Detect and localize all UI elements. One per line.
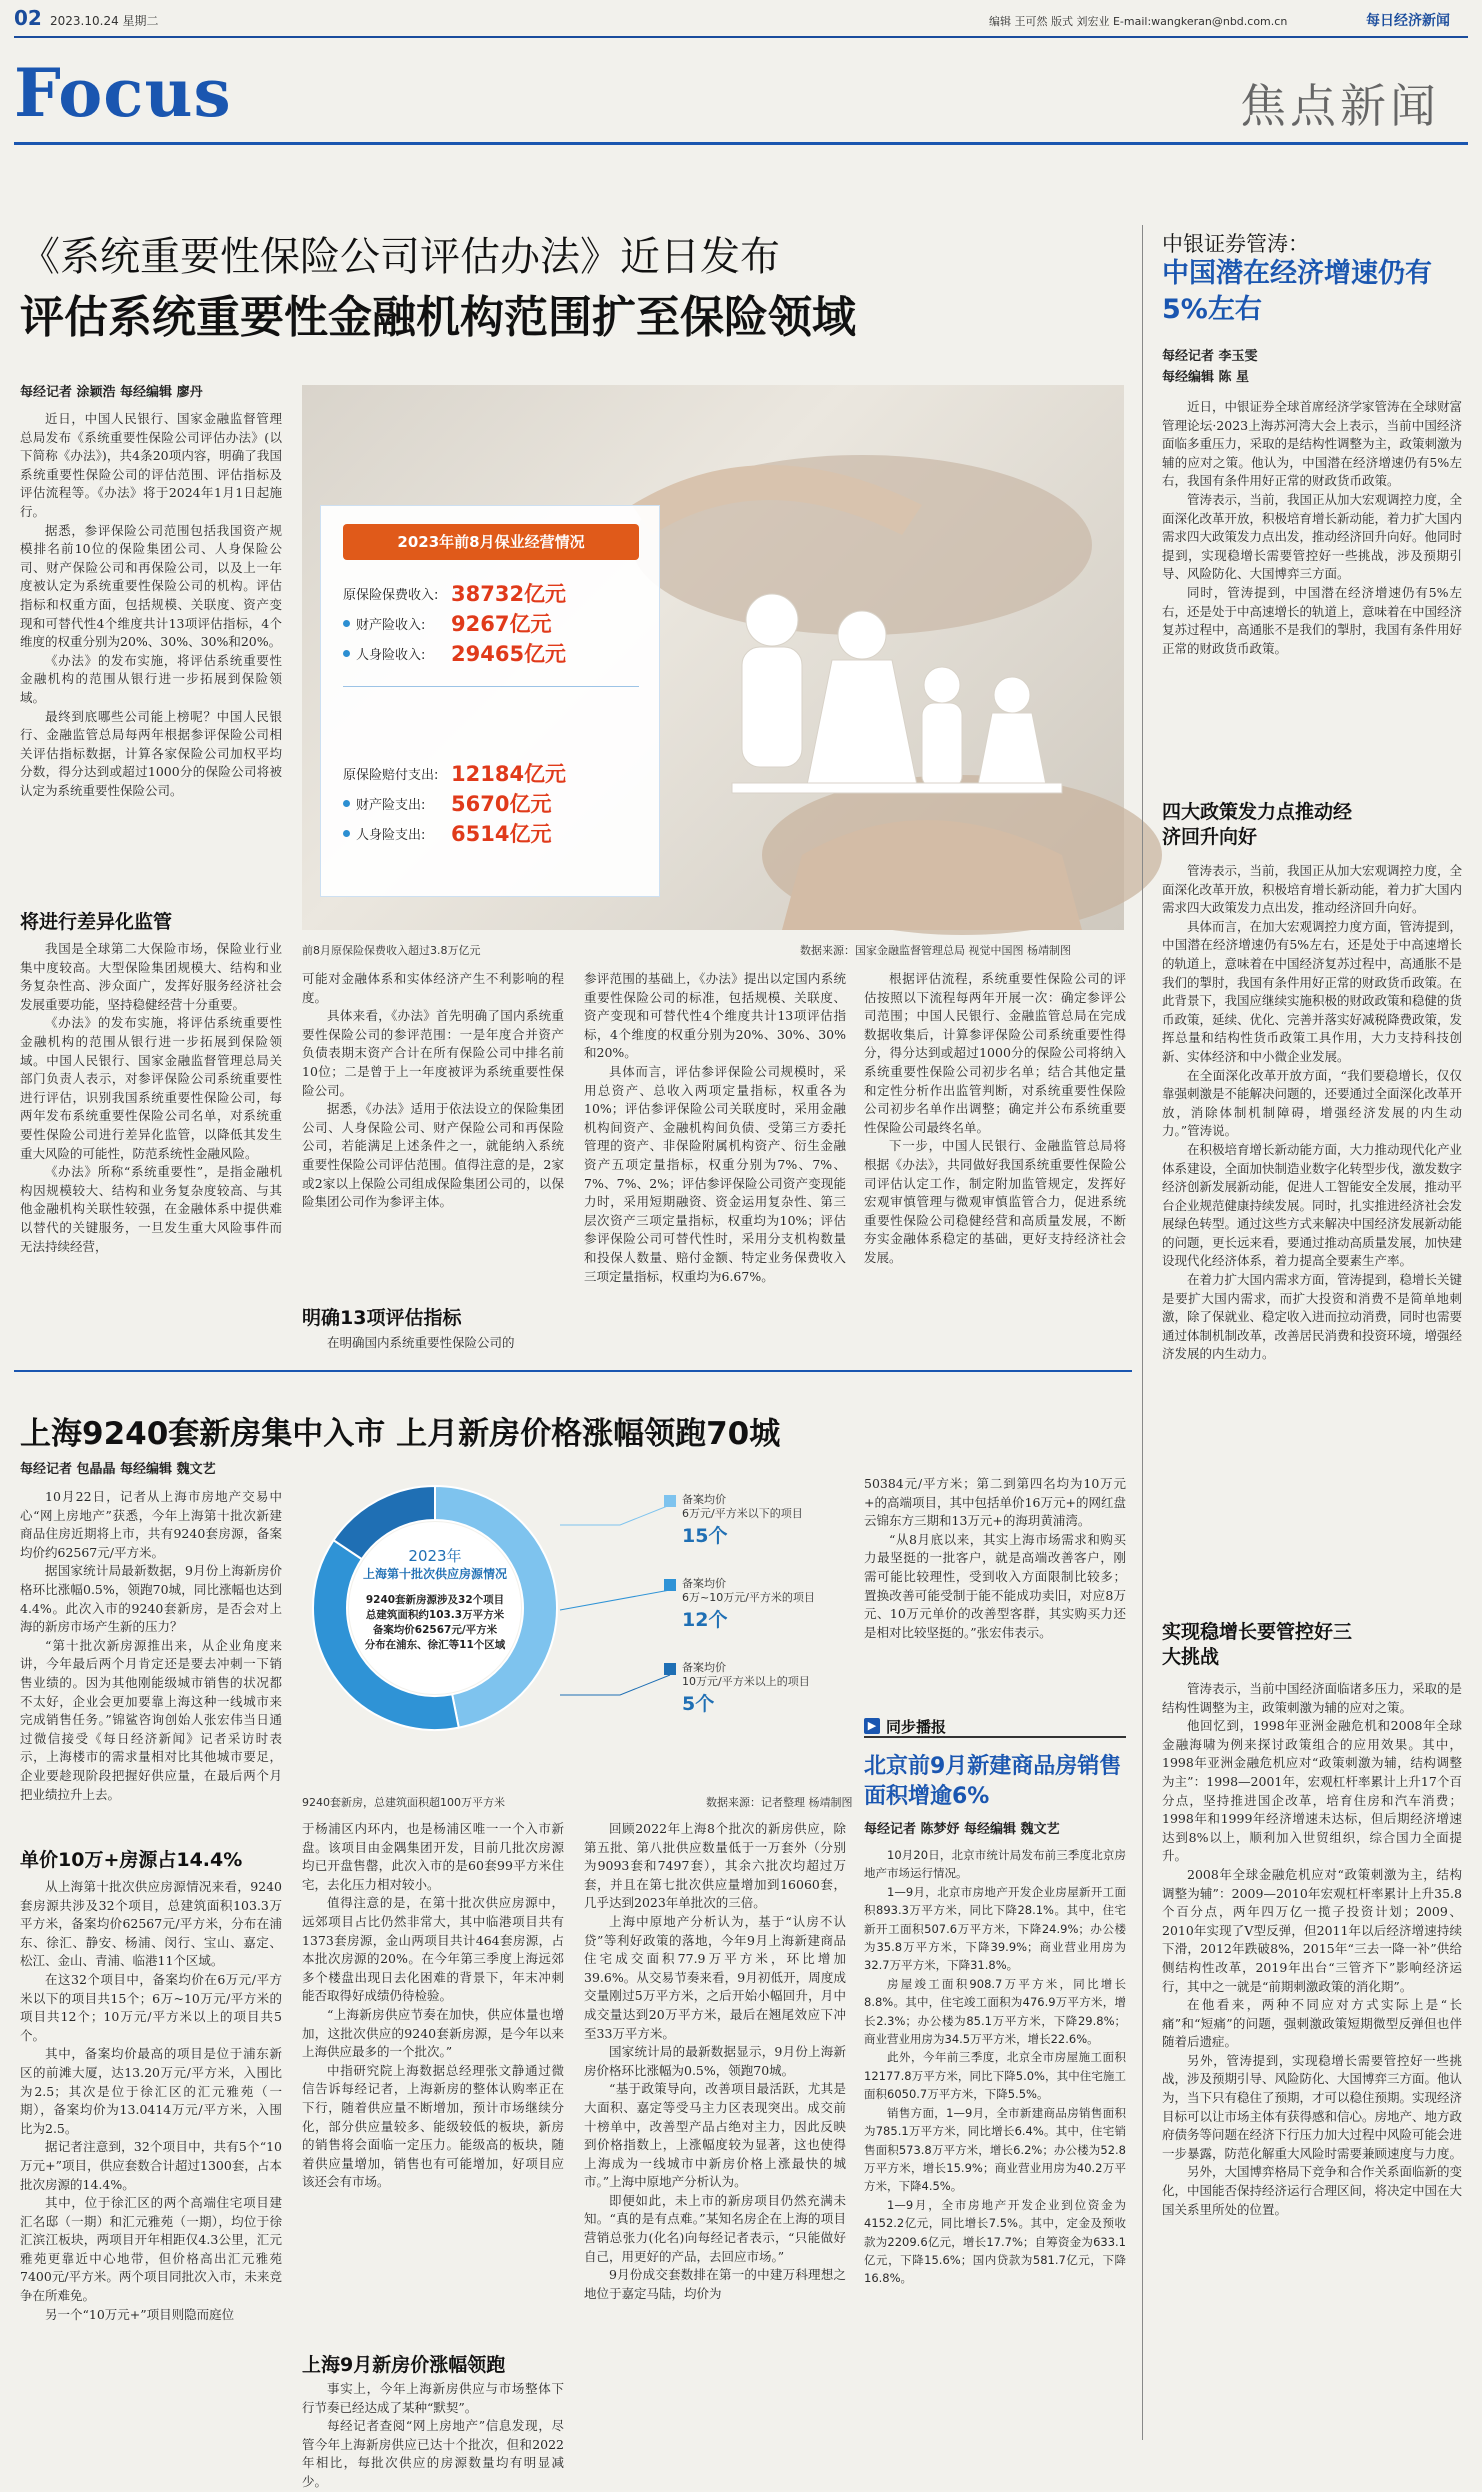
article1-col2-b: 在明确国内系统重要性保险公司的 xyxy=(327,1335,515,1350)
article4-subhead-1: 四大政策发力点推动经济回升向好 xyxy=(1162,801,1353,848)
article1-col3: 参评范围的基础上，《办法》提出以定国内系统重要性保险公司的标准，包括规模、关联度、资产变现和可替代性4个维度共计13项评估指标，4个维度的权重分别为20%、30%、30%和20%。 具体而言，评估参评保险公司规模时，采用总资产、总收入两项定量指标，权重各为10%；评估参评保险公司关联度时，采用金融机构间资产、金融机构间负债、受第三方委托管理的资产、非保险附属机构资产、衍生金融资产五项定量指标，权重分别为7%、7%、7%、7%、2%；评估参评保险公司资产变现能力时，采用短期融资、资金运用复杂性、第三层次资产三项定量指标，权重均为10%；评估参评保险公司可替代性时，采用分支机构数量和投保人数量、赔付金额、特定业务保费收入三项定量指标，权重均为6.67%。 xyxy=(584,971,846,1284)
article1-subhead-2: 明确13项评估指标 xyxy=(302,1307,462,1329)
article1-subhead-1: 将进行差异化监管 xyxy=(20,911,173,933)
donut-center-lines xyxy=(310,1593,560,1653)
article1-bottom-rule xyxy=(14,1370,1132,1372)
article4-byline-2: 每经编辑 陈 星 xyxy=(1162,370,1250,385)
header-rule xyxy=(14,36,1468,38)
article4-text-1: 近日，中银证券全球首席经济学家管涛在全球财富管理论坛·2023上海苏河湾大会上表示，当前中国经济面临多重压力，采取的是结构性调整为主，政策刺激为辅的应对之策。他认为，中国潜在经济增速仍有5%左右，我国有条件用好正常的财政货币政策。 管涛表示，当前，我国正从加大宏观调控力度，全面深化改革开放，积极培育增长新动能，着力扩大国内需求四大政策发力点出发，推动经济回升向好。他同时提到，实现稳增长需要管控好一些挑战，涉及预期引导、风险防化、大国博弈三方面。 同时，管涛提到，中国潜在经济增速仍有5%左右，还是处于中高速增长的轨道上，意味着在中国经济复苏过程中，高通胀不是我们的掣肘，我国有条件用好正常的财政货币政策。 xyxy=(1162,399,1463,656)
article2-col1-b: 从上海第十批次供应房源情况来看，9240套房源共涉及32个项目，总建筑面积103.3万平方米，备案均价62567元/平方米，分布在浦东、徐汇、静安、杨浦、闵行、宝山、嘉定、松江、金山、青浦、临港11个区域。 在这32个项目中，备案均价在6万元/平方米以下的项目共15个；6万~10万元/平方米的项目共12个；10万元/平方米以上的项目共5个。 其中，备案均价最高的项目是位于浦东新区的前滩大厦，达13.20万元/平方米，入围比为2.5；其次是位于徐汇区的汇元雅苑（一期），备案均价为13.0414万元/平方米，入围比为2.5。 据记者注意到，32个项目中，共有5个“10万元+”项目，供应套数合计超过1300套，占本批次房源的14.4%。 其中，位于徐汇区的两个高端住宅项目建汇名邸（一期）和汇元雅苑（一期），均位于徐汇滨江板块，两项目开年相距仅4.3公里，汇元雅苑更靠近中心地带，但价格高出汇元雅苑7400元/平方米。两个项目同批次入市，未来竞争在所难免。 另一个“10万元+”项目则隐而庭位 xyxy=(20,1879,282,2322)
bullet-icon xyxy=(343,650,350,657)
infobox-title: 2023年前8月保业经营情况 xyxy=(343,524,639,560)
bullet-icon xyxy=(343,620,350,627)
infobox-row: 财产险支出: 5670亿元 xyxy=(343,788,643,818)
section-title-en: Focus xyxy=(14,54,232,132)
donut-center-line: 总建筑面积约103.3万平方米 xyxy=(365,1609,505,1621)
infobox-divider xyxy=(343,686,639,687)
chart-leader-lines xyxy=(560,1485,690,1745)
infobox-row: 财产险收入: 9267亿元 xyxy=(343,608,643,638)
donut-center-line: 备案均价62567元/平方米 xyxy=(372,1624,498,1636)
sync-broadcast-tag xyxy=(864,1716,1126,1738)
article1-col4: 根据评估流程，系统重要性保险公司的评估按照以下流程每两年开展一次：确定参评公司范围；中国人民银行、金融监管总局在完成数据收集后，计算参评保险公司系统重要性得分，得分达到或超过1000分的保险公司将纳入系统重要性保险公司初步名单；结合其他定量和定性分析作出监管判断，对系统重要性保险公司初步名单作出调整；确定并公布系统重要性保险公司最终名单。 下一步，中国人民银行、金融监管总局将根据《办法》，共同做好我国系统重要性保险公司评估认定工作，制定附加监管规定，发挥好宏观审慎管理与微观审慎监管合力，促进系统重要性保险公司稳健经营和高质量发展，不断夯实金融体系稳定的基础，更好支持经济社会发展。 xyxy=(864,971,1126,1265)
article1-photo-caption: 前8月原保险保费收入超过3.8万亿元 xyxy=(302,944,481,957)
article2-col3: 回顾2022年上海8个批次的新房供应，除第五批、第八批供应数量低于一万套外（分别为9093套和7497套），其余六批次均超过万套，并且在第七批次供应量增加到16060套，几乎达到2023年单批次的三倍。 上海中原地产分析认为，基于“认房不认贷”等利好政策的落地，今年9月上海新建商品住宅成交面积77.9万平方米，环比增加39.6%。从交易节奏来看，9月初低开，周度成交量刚过5万平方米，之后开始小幅回升，月中成交量达到20万平方米，最后在翘尾效应下冲至33万平方米。 国家统计局的最新数据显示，9月份上海新房价格环比涨幅为0.5%，领跑70城。 “基于政策导向，改善项目最活跃，尤其是大面积、嘉定等受马主力区表现突出。成交前十榜单中，改善型产品占绝对主力，因此反映到价格指数上，上涨幅度较为显著，这也使得上海成为一线城市中新房价格上涨最快的城市。”上海中原地产分析认为。 即便如此，未上市的新房项目仍然充满未知。“真的是有点难。”某知名房企在上海的项目营销总张力(化名)向每经记者表示，“只能做好自己，用更好的产品，去回应市场。” 9月份成交套数排在第一的中建万科理想之地位于嘉定马陆，均价为 xyxy=(584,1821,846,2301)
infobox-row: 原保险保费收入: 38732亿元 xyxy=(343,582,567,606)
article1-col1-b: 我国是全球第二大保险市场，保险业行业集中度较高。大型保险集团规模大、结构和业务复杂性高、涉众面广，发挥好服务经济社会发展重要功能，坚持稳健经营十分重要。 《办法》的发布实施，将评估系统重要性金融机构的范围从银行进一步拓展到保险领域。中国人民银行、国家金融监督管理总局关部门负责人表示，对参评保险公司系统重要性进行评估，识别我国系统重要性保险公司，每两年发布系统重要性保险公司名单，对系统重要性保险公司进行差异化监管，以降低其发生重大风险的可能性，防范系统性金融风险。 《办法》所称“系统重要性”，是指金融机构因规模较大、结构和业务复杂度较高、与其他金融机构关联性较强，在金融体系中提供难以替代的关键服务，一旦发生重大风险事件而无法持续经营， xyxy=(20,941,282,1254)
chart-legend xyxy=(682,1493,842,1745)
article2-col2-b: 事实上，今年上海新房供应与市场整体下行节奏已经达成了某种“默契”。 每经记者查阅“网上房地产”信息发现，尽管今年上海新房供应已达十个批次，但和2022年相比，每批次供应的房源数量均有明显减少。 xyxy=(302,2381,564,2489)
article2-subhead-2: 上海9月新房价涨幅领跑 xyxy=(302,2354,506,2376)
article4-byline-1: 每经记者 李玉雯 xyxy=(1162,349,1258,364)
article2-col2: 于杨浦区内环内，也是杨浦区唯一一个入市新盘。该项目由金隅集团开发，目前几批次房源均已开盘售罄，此次入市的是60套99平方米住宅，去化压力相对较小。 值得注意的是，在第十批次供应房源中，远郊项目占比仍然非常大，其中临港项目共有1373套房源，金山两项目共计464套房源，占本批次房源的20%。在今年第三季度上海远郊多个楼盘出现日去化困难的背景下，年末冲刺能否取得好成绩仍待检验。 “上海新房供应节奏在加快，供应体量也增加，这批次供应的9240套新房源，是今年以来上海供应最多的一个批次。” 中指研究院上海数据总经理张文静通过微信告诉每经记者，上海新房的整体认购率正在下行，随着供应量不断增加，预计市场继续分化，部分供应量较多、能级较低的板块，新房的销售将会面临一定压力。能级高的板块，随着供应量增加，销售也有可能增加，好项目应该还会有市场。 xyxy=(302,1821,564,2190)
legend-item: 备案均价 10万元/平方米以上的项目 5个 xyxy=(682,1661,842,1745)
donut-center-line: 9240套新房源涉及32个项目 xyxy=(365,1594,505,1606)
page-number: 02 xyxy=(14,6,42,30)
donut-center-year: 2023年 xyxy=(408,1547,462,1565)
article3-title: 北京前9月新建商品房销售面积增逾6% xyxy=(864,1754,1122,1809)
legend-item: 备案均价 6万~10万元/平方米的项目 12个 xyxy=(682,1577,842,1661)
infobox-group-1 xyxy=(343,578,643,668)
infobox-row: 人身险支出: 6514亿元 xyxy=(343,818,643,848)
article1-col2: 可能对金融体系和实体经济产生不利影响的程度。 具体来看，《办法》首先明确了国内系统重要性保险公司的参评范围：一是年度合并资产负债表期末资产合计在所有保险公司中排名前10位；二是曾于上一年度被评为系统重要性保险公司。 据悉，《办法》适用于依法设立的保险集团公司、人身保险公司、财产保险公司和再保险公司，若能满足上述条件之一，就能纳入系统重要性保险公司评估范围。值得注意的是，2家或2家以上保险公司组成保险集团公司的，以保险集团公司作为参评主体。 xyxy=(302,971,564,1210)
header-staff: 编辑 王可然 版式 刘宏业 E-mail:wangkeran@nbd.com.cn xyxy=(989,15,1288,28)
article2-col4: 50384元/平方米；第二到第四名均为10万元+的高端项目，其中包括单价16万元+的网红盘云锦东方三期和13万元+的海玥黄浦湾。 “从8月底以来，其实上海市场需求和购买力最坚挺的一批客户，就是高端改善客户，刚需可能比较理性，受到收入方面限制比较多；置换改善可能受制于能不能成功卖旧，对应8万元、10万元单价的改善型客群，其实购买力还是相对比较坚挺的。”张宏伟表示。 xyxy=(864,1476,1126,1640)
legend-item: 备案均价 6万元/平方米以下的项目 15个 xyxy=(682,1493,842,1577)
section-rule xyxy=(14,142,1468,145)
chart-caption: 9240套新房，总建筑面积超100万平方米 xyxy=(302,1796,505,1809)
infobox-row: 人身险收入: 29465亿元 xyxy=(343,638,643,668)
article4-title-line1: 中银证券管涛： xyxy=(1162,232,1309,256)
article1-col1: 近日，中国人民银行、国家金融监督管理总局发布《系统重要性保险公司评估办法》(以下简称《办法》)，共4条20项内容，明确了我国系统重要性保险公司的评估范围、评估指标及评估流程等。《办法》将于2024年1月1日起施行。 据悉，参评保险公司范围包括我国资产规模排名前10位的保险集团公司、人身保险公司、财产保险公司和再保险公司，以及上一年度被认定为系统重要性保险公司的机构。评估指标和权重方面，包括规模、关联度、资产变现和可替代性4个维度共计13项评估指标，4个维度的权重分别为20%、30%、30%和20%。 《办法》的发布实施，将评估系统重要性金融机构的范围从银行进一步拓展到保险领域。 最终到底哪些公司能上榜呢？中国人民银行、金融监管总局每两年根据参评保险公司相关评估指标数据，计算各家保险公司加权平均分数，得分达到或超过1000分的保险公司将被认定为系统重要性保险公司。 xyxy=(20,411,282,798)
article3-text: 10月20日，北京市统计局发布前三季度北京房地产市场运行情况。 1—9月，北京市房地产开发企业房屋新开工面积893.3万平方米，同比下降28.1%。其中，住宅新开工面积507.6万平方米，下降24.9%；办公楼为35.8万平方米，下降39.9%；商业营业用房为32.7万平方米，下降31.8%。 房屋竣工面积908.7万平方米，同比增长8.8%。其中，住宅竣工面积为476.9万平方米，增长2.3%；办公楼为85.1万平方米，下降29.8%；商业营业用房为34.5万平方米，增长22.6%。 此外，今年前三季度，北京全市房屋施工面积12177.8万平方米，同比下降5.0%，其中住宅施工面积6050.7万平方米，下降5.5%。 销售方面，1—9月，全市新建商品房销售面积为785.1万平方米，同比增长6.4%。其中，住宅销售面积573.8万平方米，增长6.2%；办公楼为52.8万平方米，增长15.9%；商业营业用房为40.2万平方米，下降4.5%。 1—9月，全市房地产开发企业到位资金为4152.2亿元，同比增长7.5%。其中，定金及预收款为2209.6亿元，增长17.7%；自筹资金为633.1亿元，下降15.6%；国内贷款为581.7亿元，下降16.8%。 xyxy=(864,1848,1126,2286)
article4-title-line2: 中国潜在经济增速仍有5%左右 xyxy=(1162,258,1432,325)
article1-photo-source: 数据来源：国家金融监督管理总局 视觉中国图 杨靖制图 xyxy=(800,944,1071,957)
article4-subhead-2: 实现稳增长要管控好三大挑战 xyxy=(1162,1621,1353,1668)
article2-title: 上海9240套新房集中入市 上月新房价格涨幅领跑70城 xyxy=(20,1416,781,1452)
article1-title-line1: 《系统重要性保险公司评估办法》近日发布 xyxy=(20,234,780,280)
bullet-icon xyxy=(343,830,350,837)
header-paper: 每日经济新闻 xyxy=(1366,13,1450,29)
page-header xyxy=(14,6,1468,34)
article1-photo xyxy=(302,385,1124,930)
article2-byline: 每经记者 包晶晶 每经编辑 魏文艺 xyxy=(20,1462,216,1477)
shanghai-supply-chart xyxy=(302,1475,842,1785)
infobox-group-2 xyxy=(343,758,643,848)
donut-center-line: 分布在浦东、徐汇等11个区域 xyxy=(364,1639,506,1651)
article2-subhead-1: 单价10万+房源占14.4% xyxy=(20,1849,243,1871)
column-divider xyxy=(1142,225,1143,2440)
section-title-cn: 焦点新闻 xyxy=(1240,79,1440,133)
article4-text-2: 管涛表示，当前，我国正从加大宏观调控力度，全面深化改革开放，积极培育增长新动能，着力扩大国内需求四大政策发力点出发，推动经济回升向好。 具体而言，在加大宏观调控力度方面，管涛提到，中国潜在经济增速仍有5%左右，还是处于中高速增长的轨道上，意味着在中国经济复苏过程中，高通胀不是我们的掣肘，我国有条件用好正常的财政货币政策。在此背景下，我国应继续实施积极的财政政策和稳健的货币政策，延续、优化、完善并落实好减税降费政策，发挥总量和结构性货币政策工具作用，大力支持科技创新、实体经济和中小微企业发展。 在全面深化改革开放方面，“我们要稳增长，仅仅靠强刺激是不能解决问题的，还要通过全面深化改革开放，消除体制机制障碍，增强经济发展的内生动力。”管涛说。 在积极培育增长新动能方面，大力推动现代化产业体系建设，全面加快制造业数字化转型步伐，激发数字经济创新发展新动能，促进人工智能安全发展，推动平台企业规范健康持续发展。同时，扎实推进经济社会发展绿色转型。通过这些方式来解决中国经济发展新动能的问题，更长远来看，要通过推动高质量发展，加快建设现代化经济体系，着力提高全要素生产率。 在着力扩大国内需求方面，管涛提到，稳增长关键是要扩大国内需求，而扩大投资和消费不是简单地刺激，除了保就业、稳定收入进而拉动消费，同时也需要通过体制机制改革，改善居民消费和投资环境，增强经济发展的内生动力。 xyxy=(1162,863,1463,1362)
chart-source: 数据来源：记者整理 杨靖制图 xyxy=(706,1796,853,1809)
article2-col1: 10月22日，记者从上海市房地产交易中心“网上房地产”获悉，今年上海第十批次新建商品住房近期将上市，共有9240套房源，备案均价约62567元/平方米。 据国家统计局最新数据，9月份上海新房价格环比涨幅0.5%，领跑70城，同比涨幅也达到4.4%。此次入市的9240套新房，是否会对上海的新房市场产生新的压力？ “第十批次新房源推出来，从企业角度来讲，今年最后两个月肯定还是要去冲刺一下销售业绩的。因为其他刚能级城市销售的状况都不太好，企业会更加要靠上海这种一线城市来完成销售任务。”锦鲨咨询创始人张宏伟当日通过微信接受《每日经济新闻》记者采访时表示，上海楼市的需求量相对比其他城市要足，企业要趁现阶段把握好供应量，在最后两个月把业绩拉升上去。 xyxy=(20,1489,282,1802)
infobox-row: 原保险赔付支出: 12184亿元 xyxy=(343,762,567,786)
broadcast-icon: ▶ xyxy=(864,1718,880,1734)
article3-byline: 每经记者 陈梦妤 每经编辑 魏文艺 xyxy=(864,1822,1060,1837)
article1-byline: 每经记者 涂颖浩 每经编辑 廖丹 xyxy=(20,385,203,400)
bullet-icon xyxy=(343,800,350,807)
article4-text-3: 管涛表示，当前中国经济面临诸多压力，采取的是结构性调整为主，政策刺激为辅的应对之策。 他回忆到，1998年亚洲金融危机和2008年全球金融海啸为例来探讨政策组合的应用效果。其中，1998年亚洲金融危机应对“政策刺激为辅，结构调整为主”：1998—2001年，宏观杠杆率累计上升17个百分点，坚持推进国企改革，培育住房和汽车消费；1998年和1999年经济增速未达标，但后期经济增速达到8%以上，顺利加入世贸组织，综合国力全面提升。 2008年全球金融危机应对“政策刺激为主，结构调整为辅”：2009—2010年宏观杠杆率累计上升35.8个百分点，两年四万亿一揽子投资计划；2009、2010年实现了V型反弹，但2011年以后经济增速持续下滑，2012年跌破8%，2015年“三去一降一补”供给侧结构性改革，2019年出台“三管齐下”影响经济运行，其中之一就是“前期刺激政策的消化期”。 在他看来，两种不同应对方式实际上是“长痛”和“短痛”的问题，强刺激政策短期微型反弹但也伴随着后遗症。 另外，管涛提到，实现稳增长需要管控好一些挑战，涉及预期引导、风险防化、大国博弈三方面。他认为，当下只有稳住了预期，才可以稳住预期。实现经济目标可以让市场主体有获得感和信心。房地产、地方政府债务等问题在经济下行压力加大过程中风险可能会进一步暴露，防范化解重大风险时需要兼顾速度与力度。 另外，大国博弈格局下竞争和合作关系面临新的变化，中国能否保持经济运行合理区间，将决定中国在大国关系里所处的位置。 xyxy=(1162,1681,1463,2217)
header-date: 2023.10.24 星期二 xyxy=(50,14,159,28)
donut-center-title: 上海第十批次供应房源情况 xyxy=(362,1567,507,1581)
article1-title-line2: 评估系统重要性金融机构范围扩至保险领域 xyxy=(20,292,856,343)
sync-tag-label: 同步播报 xyxy=(886,1718,947,1736)
insurance-infobox xyxy=(320,505,660,897)
